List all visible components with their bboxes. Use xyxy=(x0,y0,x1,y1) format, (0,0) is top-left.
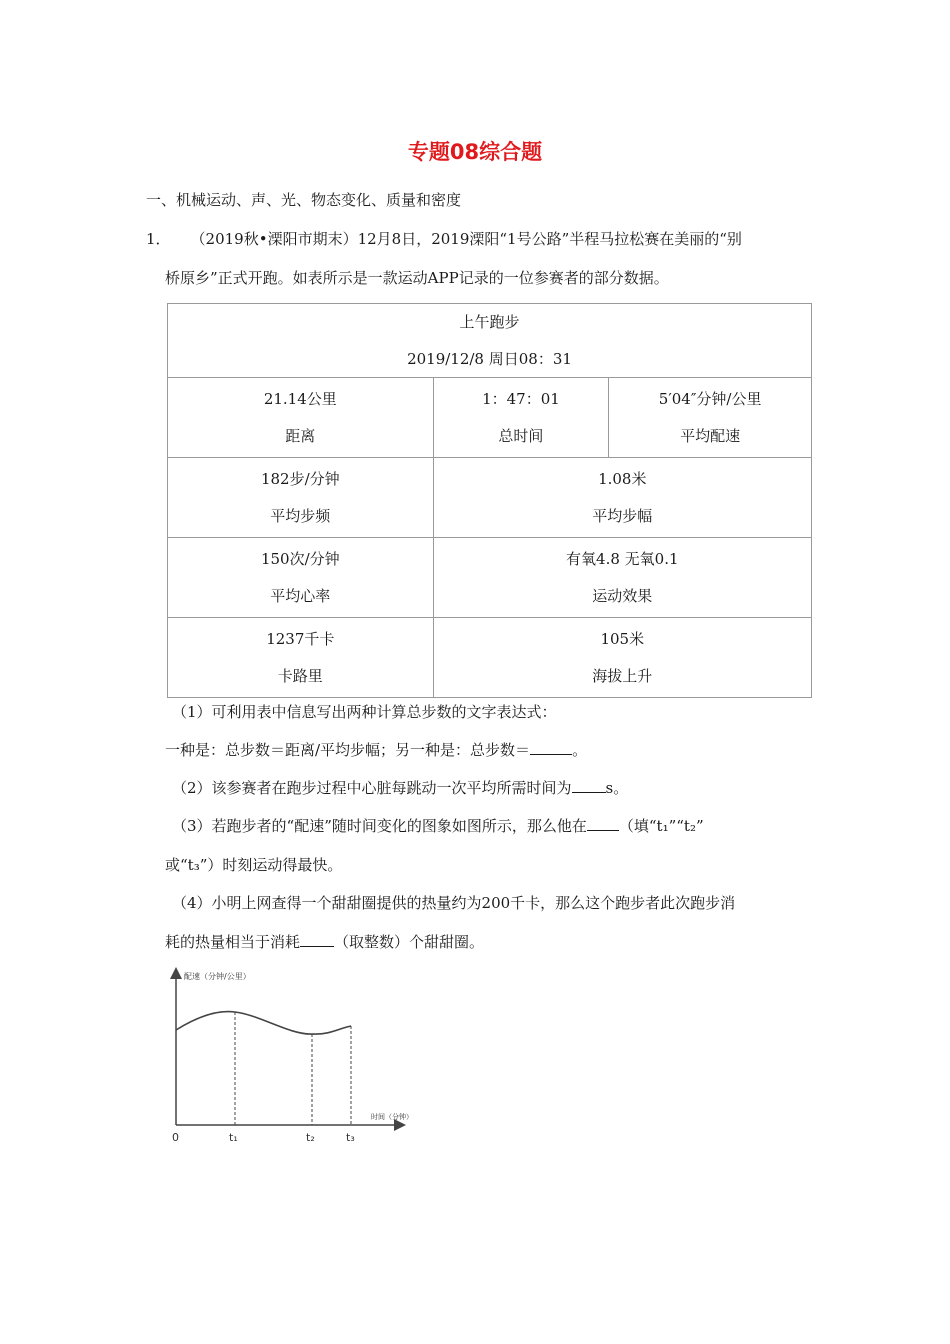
x-tick-t3: t₃ xyxy=(346,1131,355,1144)
table-header-cell xyxy=(168,304,812,378)
table-header-time: 2019/12/8 周日08：31 xyxy=(407,350,572,368)
sub-question-4-text: 耗的热量相当于消耗 xyxy=(165,933,301,951)
sub-question-3-text: （3）若跑步者的“配速”随时间变化的图象如图所示，那么他在 xyxy=(172,817,587,835)
cell-label: 平均步幅 xyxy=(592,507,653,525)
table-cell xyxy=(433,458,811,538)
question-intro-line-2: 桥原乡”正式开跑。如表所示是一款运动APP记录的一位参赛者的部分数据。 xyxy=(165,269,669,287)
x-axis-label: 时间（分钟） xyxy=(371,1113,413,1121)
table-cell xyxy=(168,618,434,698)
cell-value: 150次/分钟 xyxy=(260,550,340,568)
sub-question-3-line-2: 或“t₃”）时刻运动得最快。 xyxy=(165,856,343,874)
question-number: 1． xyxy=(146,230,171,248)
cell-value: 1.08米 xyxy=(598,470,647,488)
x-tick-t1: t₁ xyxy=(229,1131,238,1144)
cell-value: 105米 xyxy=(600,630,645,648)
table-cell xyxy=(168,538,434,618)
page-title: 专题08综合题 xyxy=(407,140,543,164)
sub-question-2-text: （2）该参赛者在跑步过程中心脏每跳动一次平均所需时间为 xyxy=(172,779,572,797)
cell-label: 平均心率 xyxy=(270,587,331,605)
cell-label: 运动效果 xyxy=(592,587,653,605)
question-intro-text: （2019秋•溧阳市期末）12月8日，2019溧阳“1号公路”半程马拉松赛在美丽的“别 xyxy=(190,230,742,248)
answer-blank[interactable] xyxy=(587,816,619,831)
sub-question-3-line-1 xyxy=(172,816,704,836)
origin-label: 0 xyxy=(172,1131,179,1144)
section-heading: 一、机械运动、声、光、物态变化、质量和密度 xyxy=(146,191,462,209)
table-cell xyxy=(609,378,812,458)
cell-label: 总时间 xyxy=(498,427,544,445)
table-row xyxy=(168,458,812,538)
cell-value: 21.14公里 xyxy=(263,390,337,408)
sub-question-2 xyxy=(172,778,628,798)
sub-question-3-options: （填“t₁”“t₂” xyxy=(618,817,704,835)
sub-question-4-line-1: （4）小明上网查得一个甜甜圈提供的热量约为200千卡，那么这个跑步者此次跑步消 xyxy=(172,894,736,912)
cell-label: 卡路里 xyxy=(277,667,323,685)
table-row xyxy=(168,538,812,618)
question-intro-line-1 xyxy=(146,229,742,249)
answer-blank[interactable] xyxy=(530,740,572,755)
sub-question-4-line-2 xyxy=(165,932,484,952)
x-tick-t2: t₂ xyxy=(306,1131,315,1144)
cell-label: 海拔上升 xyxy=(592,667,653,685)
table-cell xyxy=(433,538,811,618)
cell-value: 1237千卡 xyxy=(266,630,335,648)
sub-question-1-text: 一种是：总步数＝距离/平均步幅；另一种是：总步数＝ xyxy=(165,741,531,759)
cell-label: 距离 xyxy=(285,427,316,445)
cell-label: 平均步频 xyxy=(270,507,331,525)
answer-blank[interactable] xyxy=(572,778,606,793)
sub-question-1-end: 。 xyxy=(572,741,588,759)
y-axis-label: 配速（分钟/公里） xyxy=(184,972,251,981)
table-cell xyxy=(433,378,609,458)
table-header-title: 上午跑步 xyxy=(459,313,520,331)
cell-value: 182步/分钟 xyxy=(260,470,340,488)
sub-question-1-line-1: （1）可利用表中信息写出两种计算总步数的文字表达式： xyxy=(172,703,557,721)
answer-blank[interactable] xyxy=(300,932,334,947)
table-cell xyxy=(433,618,811,698)
sub-question-1-line-2 xyxy=(165,740,587,760)
cell-value: 1：47：01 xyxy=(482,390,560,408)
cell-label: 平均配速 xyxy=(680,427,741,445)
cell-value: 5′04″分钟/公里 xyxy=(658,390,762,408)
pace-time-chart xyxy=(160,965,430,1155)
pace-curve xyxy=(176,1012,351,1035)
table-cell xyxy=(168,458,434,538)
table-cell xyxy=(168,378,434,458)
sub-question-2-end: s。 xyxy=(605,779,629,797)
table-row xyxy=(168,618,812,698)
running-data-table xyxy=(167,303,812,698)
table-row xyxy=(168,378,812,458)
sub-question-4-end: （取整数）个甜甜圈。 xyxy=(334,933,485,951)
cell-value: 有氧4.8 无氧0.1 xyxy=(566,550,679,568)
